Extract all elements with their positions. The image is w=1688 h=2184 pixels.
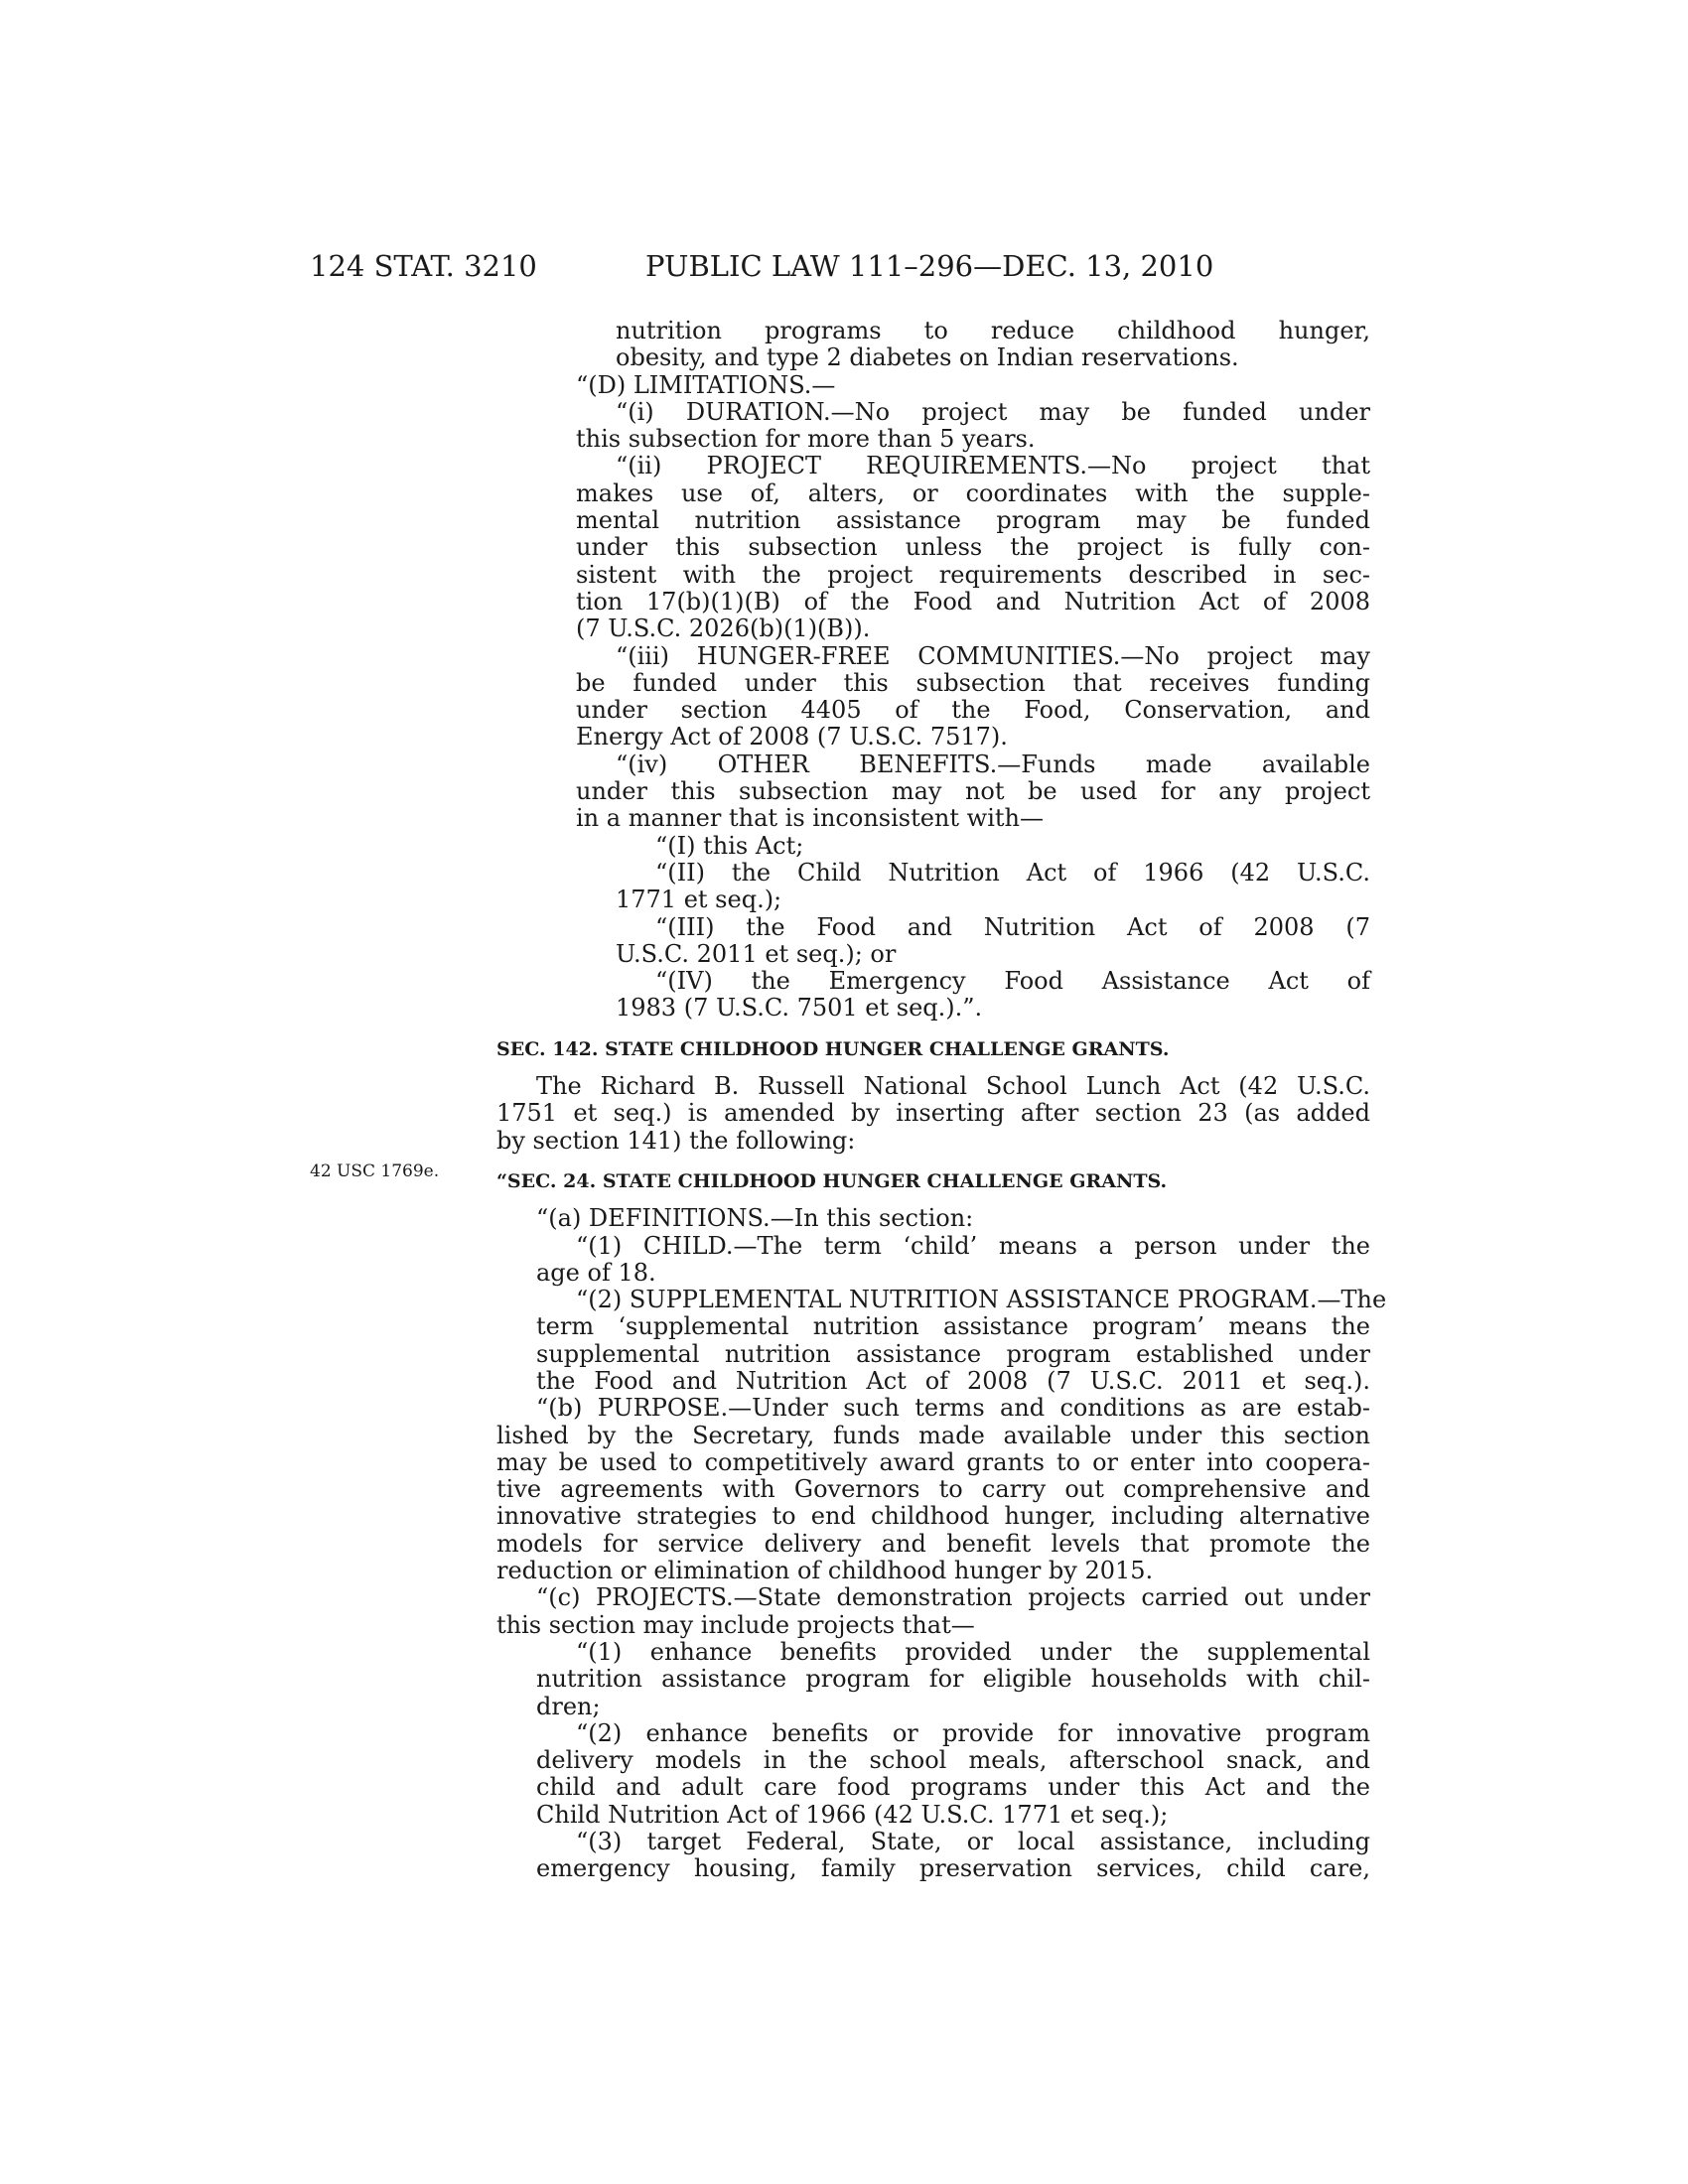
- text-line: “(a) DEFINITIONS.—In this section:: [536, 1204, 974, 1233]
- text-line: delivery models in the school meals, afterschool snack, and: [536, 1746, 1370, 1775]
- text-line: dren;: [536, 1692, 601, 1720]
- text-line: this subsection for more than 5 years.: [576, 425, 1036, 454]
- document-body: [496, 317, 1387, 1883]
- text-line: makes use of, alters, or coordinates with the supple-: [576, 478, 1370, 507]
- text-line: under this subsection may not be used for any project: [576, 777, 1370, 806]
- text-line: “(2) SUPPLEMENTAL NUTRITION ASSISTANCE PROGRAM.—The: [576, 1286, 1387, 1314]
- text-line: mental nutrition assistance program may be funded: [576, 506, 1370, 535]
- statute-page-number: 124 STAT. 3210: [310, 249, 537, 283]
- text-line: the Food and Nutrition Act of 2008 (7 U.S.C. 2011 et seq.).: [536, 1366, 1370, 1395]
- text-line: supplemental nutrition assistance program established under: [536, 1339, 1370, 1368]
- running-header: PUBLIC LAW 111–296—DEC. 13, 2010: [645, 249, 1214, 283]
- text-line: “(1) CHILD.—The term ‘child’ means a person under the: [576, 1231, 1370, 1260]
- text-line: “(3) target Federal, State, or local assistance, including: [576, 1828, 1370, 1856]
- text-line: reduction or elimination of childhood hunger by 2015.: [496, 1557, 1154, 1585]
- text-line: (7 U.S.C. 2026(b)(1)(B)).: [576, 614, 871, 643]
- text-line: “(1) enhance benefits provided under the supplemental: [576, 1637, 1370, 1666]
- text-line: “(c) PROJECTS.—State demonstration projects carried out under: [536, 1583, 1370, 1612]
- text-line: “(ii) PROJECT REQUIREMENTS.—No project that: [616, 452, 1370, 480]
- text-line: tive agreements with Governors to carry out comprehensive and: [496, 1475, 1370, 1504]
- text-line: nutrition programs to reduce childhood hunger,: [616, 317, 1370, 344]
- text-line: this section may include projects that—: [496, 1610, 975, 1639]
- text-line: nutrition assistance program for eligible households with chil-: [536, 1665, 1370, 1694]
- text-line: “(iv) OTHER BENEFITS.—Funds made available: [616, 750, 1370, 778]
- text-line: under section 4405 of the Food, Conservation, and: [576, 696, 1370, 725]
- text-line: sistent with the project requirements described in sec-: [576, 560, 1370, 589]
- text-line: in a manner that is inconsistent with—: [576, 804, 1044, 833]
- text-line: The Richard B. Russell National School Lunch Act (42 U.S.C.: [536, 1072, 1370, 1101]
- text-line: 1771 et seq.);: [616, 886, 782, 914]
- text-line: tion 17(b)(1)(B) of the Food and Nutrition Act of 2008: [576, 587, 1370, 615]
- text-line: “(II) the Child Nutrition Act of 1966 (42 U.S.C.: [655, 858, 1370, 887]
- text-line: age of 18.: [536, 1258, 656, 1287]
- text-line: by section 141) the following:: [496, 1126, 856, 1155]
- text-line: “(i) DURATION.—No project may be funded under: [616, 397, 1370, 426]
- text-line: child and adult care food programs under this Act and the: [536, 1773, 1370, 1802]
- margin-note: 42 USC 1769e.: [310, 1161, 440, 1181]
- text-line: Child Nutrition Act of 1966 (42 U.S.C. 1771 et seq.);: [536, 1800, 1169, 1829]
- text-line: 1751 et seq.) is amended by inserting after section 23 (as added: [496, 1099, 1370, 1128]
- text-line: models for service delivery and benefit levels that promote the: [496, 1529, 1370, 1558]
- text-line: U.S.C. 2011 et seq.); or: [616, 939, 897, 968]
- text-line: under this subsection unless the project is fully con-: [576, 533, 1370, 562]
- text-line: “(I) this Act;: [655, 831, 804, 860]
- text-line: innovative strategies to end childhood hunger, including alternative: [496, 1502, 1370, 1531]
- section-heading-142: SEC. 142. STATE CHILDHOOD HUNGER CHALLENGE GRANTS.: [496, 1037, 1170, 1060]
- text-line: lished by the Secretary, funds made available under this section: [496, 1421, 1370, 1449]
- text-line: may be used to competitively award grants to or enter into coopera-: [496, 1447, 1370, 1476]
- text-line: emergency housing, family preservation services, child care,: [536, 1854, 1370, 1883]
- subparagraph-heading: “(D) LIMITATIONS.—: [576, 370, 836, 399]
- text-line: “(b) PURPOSE.—Under such terms and conditions as are estab-: [536, 1394, 1370, 1423]
- text-line: “(IV) the Emergency Food Assistance Act of: [655, 967, 1370, 996]
- section-heading-24: “SEC. 24. STATE CHILDHOOD HUNGER CHALLENGE GRANTS.: [496, 1169, 1168, 1192]
- text-line: “(III) the Food and Nutrition Act of 2008 (7: [655, 912, 1370, 941]
- text-line: be funded under this subsection that receives funding: [576, 668, 1370, 697]
- text-line: 1983 (7 U.S.C. 7501 et seq.).”.: [616, 994, 983, 1023]
- text-line: Energy Act of 2008 (7 U.S.C. 7517).: [576, 723, 1008, 751]
- text-line: “(2) enhance benefits or provide for innovative program: [576, 1718, 1370, 1747]
- text-line: obesity, and type 2 diabetes on Indian reservations.: [616, 343, 1239, 372]
- text-line: “(iii) HUNGER-FREE COMMUNITIES.—No project may: [616, 641, 1370, 670]
- text-line: term ‘supplemental nutrition assistance program’ means the: [536, 1312, 1370, 1341]
